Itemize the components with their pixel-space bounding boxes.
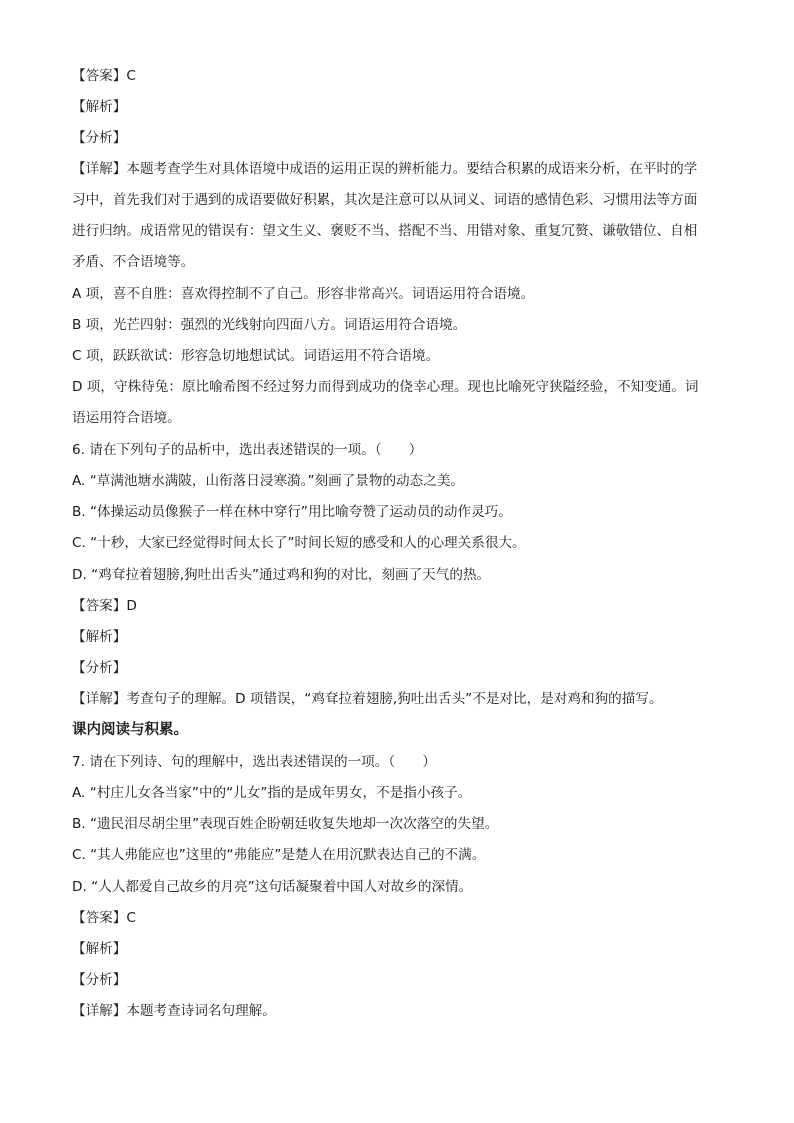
q5-detail-line-4: 矛盾、不合语境等。	[72, 254, 195, 270]
q5-option-c: C 项，跃跃欲试：形容急切地想试试。词语运用不符合语境。	[72, 348, 440, 364]
answer-value: C	[126, 68, 136, 84]
answer-tag: 【答案】	[72, 68, 127, 84]
q5-jiexi: 【解析】	[72, 99, 127, 115]
q6-option-a: A. “草满池塘水满陂，山衔落日浸寒漪。”刻画了景物的动态之美。	[72, 473, 465, 489]
section-title: 课内阅读与积累。	[72, 722, 188, 738]
answer-value: C	[126, 910, 136, 926]
q5-detail-line-1	[72, 159, 722, 179]
q7-option-c: C. “其人弗能应也”这里的“弗能应”是楚人在用沉默表达自己的不满。	[72, 847, 486, 863]
detail-tag: 【详解】	[72, 691, 127, 707]
q6-jiexi: 【解析】	[72, 629, 127, 645]
q5-option-d-line-1: D 项，守株待兔：原比喻希图不经过努力而得到成功的侥幸心理。现也比喻死守狭隘经验，不知变通。词	[72, 379, 699, 395]
answer-value: D	[126, 598, 137, 614]
q7-option-b: B. “遗民泪尽胡尘里”表现百姓企盼朝廷收复失地却一次次落空的失望。	[72, 816, 499, 832]
q6-stem: 6. 请在下列句子的品析中，选出表述错误的一项。（ ）	[72, 442, 423, 458]
q7-option-a: A. “村庄儿女各当家”中的“儿女”指的是成年男女，不是指小孩子。	[72, 785, 472, 801]
q6-detail-line	[72, 689, 722, 709]
q5-fenxi: 【分析】	[72, 130, 127, 146]
q5-option-a: A 项，喜不自胜：喜欢得控制不了自己。形容非常高兴。词语运用符合语境。	[72, 286, 535, 302]
q7-fenxi: 【分析】	[72, 972, 127, 988]
q5-detail-line-3: 进行归纳。成语常见的错误有：望文生义、褒贬不当、搭配不当、用错对象、重复冗赘、谦敬错位、自相	[72, 223, 698, 239]
q7-detail-line	[72, 1001, 722, 1021]
q5-option-d-line-2: 语运用符合语境。	[72, 410, 181, 426]
q7-jiexi: 【解析】	[72, 941, 127, 957]
answer-tag: 【答案】	[72, 598, 127, 614]
q6-option-c: C. “十秒，大家已经觉得时间太长了”时间长短的感受和人的心理关系很大。	[72, 535, 526, 551]
q5-answer-line	[72, 66, 722, 86]
q6-answer-line	[72, 596, 722, 616]
q6-option-d: D. “鸡耷拉着翅膀,狗吐出舌头”通过鸡和狗的对比，刻画了天气的热。	[72, 567, 491, 583]
detail-tag: 【详解】	[72, 161, 127, 177]
detail-text: 考查句子的理解。D 项错误，“鸡耷拉着翅膀,狗吐出舌头”不是对比，是对鸡和狗的描写。	[126, 691, 663, 707]
q6-fenxi: 【分析】	[72, 660, 127, 676]
answer-tag: 【答案】	[72, 910, 127, 926]
q7-answer-line	[72, 908, 722, 928]
q7-option-d: D. “人人都爱自己故乡的月亮”这句话凝聚着中国人对故乡的深情。	[72, 879, 473, 895]
detail-text: 本题考查学生对具体语境中成语的运用正误的辨析能力。要结合积累的成语来分析，在平时的学	[126, 161, 698, 177]
q6-option-b: B. “体操运动员像猴子一样在林中穿行”用比喻夸赞了运动员的动作灵巧。	[72, 504, 512, 520]
q5-detail-line-2: 习中，首先我们对于遇到的成语要做好积累，其次是注意可以从词义、词语的感情色彩、习惯用法等方面	[72, 192, 698, 208]
q5-option-b: B 项，光芒四射：强烈的光线射向四面八方。词语运用符合语境。	[72, 317, 467, 333]
detail-text: 本题考查诗词名句理解。	[126, 1003, 276, 1019]
detail-tag: 【详解】	[72, 1003, 127, 1019]
q7-stem: 7. 请在下列诗、句的理解中，选出表述错误的一项。（ ）	[72, 754, 436, 770]
